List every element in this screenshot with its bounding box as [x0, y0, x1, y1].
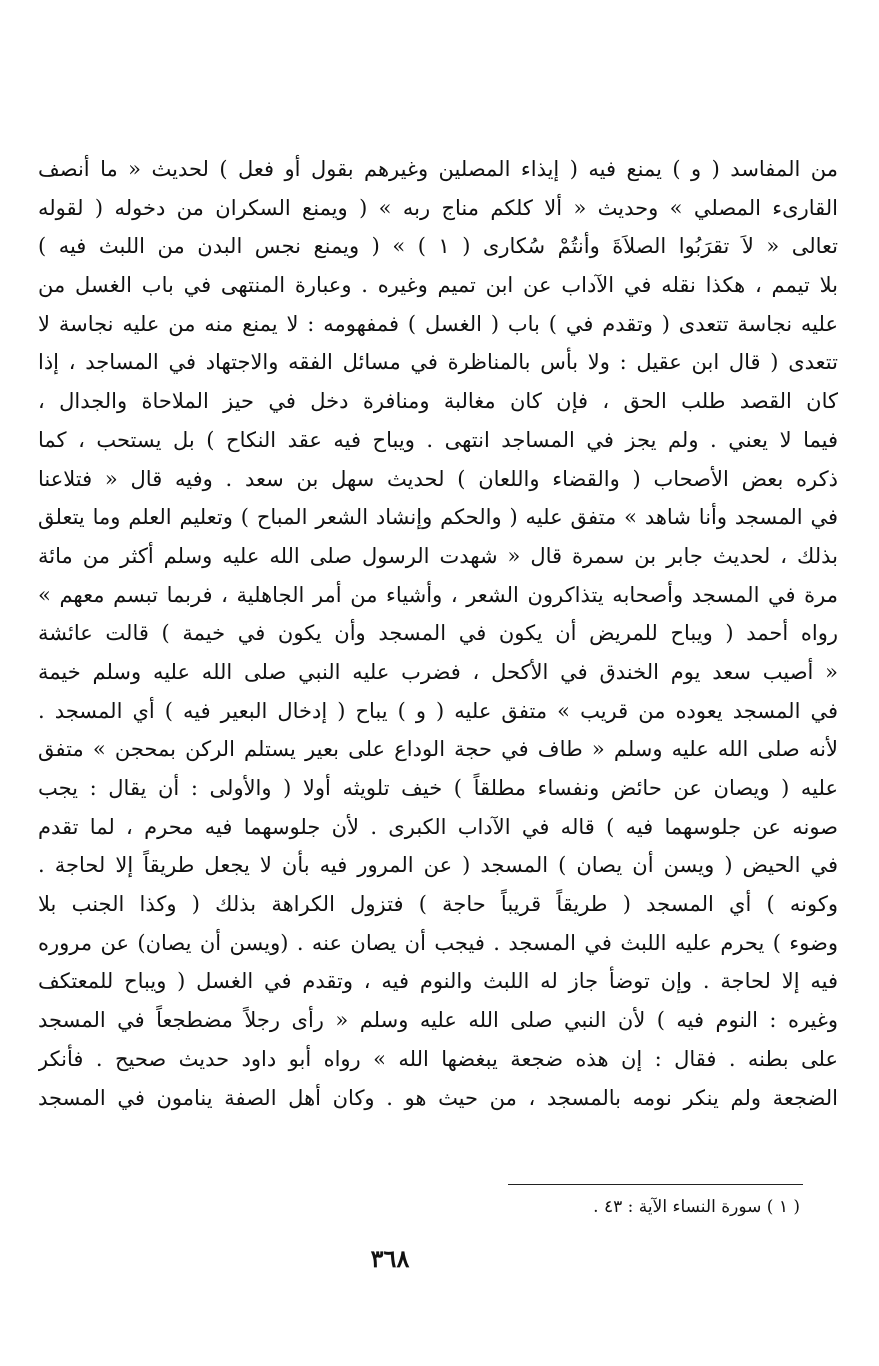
text-line: كان القصد طلب الحق ، فإن كان مغالبة ومنافرة دخل في حيز الملاحاة والجدال ،	[38, 389, 838, 414]
text-line: ذكره بعض الأصحاب ( والقضاء واللعان ) لحديث سهل بن سعد . وفيه قال « فتلاعنا	[38, 466, 838, 491]
text-line: تتعدى ( قال ابن عقيل : ولا بأس بالمناظرة في مسائل الفقه والاجتهاد في المساجد ، إذا	[38, 350, 838, 375]
text-line: في المسجد وأنا شاهد » متفق عليه ( والحكم وإنشاد الشعر المباح ) وتعليم العلم وما يتعلق	[38, 505, 838, 530]
text-line: القارىء المصلي » وحديث « ألا كلكم مناج ربه » ( ويمنع السكران من دخوله ( لقوله	[38, 195, 838, 220]
text-line: وغيره : النوم فيه ) لأن النبي صلى الله عليه وسلم « رأى رجلاً مضطجعاً في المسجد	[38, 1008, 838, 1033]
text-line: على بطنه . فقال : إن هذه ضجعة يبغضها الله » رواه أبو داود حديث صحيح . فأنكر	[38, 1046, 838, 1071]
text-line: عليه ( ويصان عن حائض ونفساء مطلقاً ) خيف تلويثه أولا ( والأولى : أن يقال : يجب	[38, 776, 838, 800]
text-line: في الحيض ( ويسن أن يصان ) المسجد ( عن المرور فيه بأن لا يجعل طريقاً إلا لحاجة .	[38, 853, 838, 878]
text-line: من المفاسد ( و ) يمنع فيه ( إيذاء المصلين وغيرهم بقول أو فعل ) لحديث « ما أنصف	[38, 157, 838, 181]
text-line: بلا تيمم ، هكذا نقله في الآداب عن ابن تميم وغيره . وعبارة المنتهى في باب الغسل من	[38, 273, 838, 298]
text-line: تعالى « لاَ تقرَبُوا الصلاَةَ وأنتُمْ سُكارى ( ١ ) » ( ويمنع نجس البدن من اللبث فيه )	[38, 234, 838, 259]
text-line: فيما لا يعني . ولم يجز في المساجد انتهى . ويباح فيه عقد النكاح ) بل يستحب ، كما	[38, 427, 838, 452]
body-text	[38, 150, 838, 1117]
text-line: فيه إلا لحاجة . وإن توضأ جاز له اللبث والنوم فيه ، وتقدم في الغسل ( ويباح للمعتكف	[38, 969, 838, 994]
text-line: الضجعة ولم ينكر نومه بالمسجد ، من حيث هو . وكان أهل الصفة ينامون في المسجد	[38, 1085, 838, 1110]
text-line: عليه نجاسة تتعدى ( وتقدم في ) باب ( الغسل ) فمفهومه : لا يمنع منه من عليه نجاسة لا	[38, 311, 838, 336]
text-line: مرة في المسجد وأصحابه يتذاكرون الشعر ، وأشياء من أمر الجاهلية ، فربما تبسم معهم »	[38, 582, 838, 607]
text-line: بذلك ، لحديث جابر بن سمرة قال « شهدت الرسول صلى الله عليه وسلم أكثر من مائة	[38, 543, 838, 568]
text-line: « أصيب سعد يوم الخندق في الأكحل ، فضرب عليه النبي صلى الله عليه وسلم خيمة	[38, 659, 838, 684]
text-line: صونه عن جلوسهما فيه ) قاله في الآداب الكبرى . لأن جلوسهما فيه محرم ، لما تقدم	[38, 814, 838, 839]
text-line: رواه أحمد ( ويباح للمريض أن يكون في المسجد وأن يكون في خيمة ) قالت عائشة	[38, 621, 838, 646]
page-number: ٣٦٨	[370, 1244, 410, 1273]
footnote: ( ١ ) سورة النساء الآية : ٤٣ .	[593, 1197, 800, 1217]
text-line: لأنه صلى الله عليه وسلم « طاف في حجة الوداع على بعير يستلم الركن بمحجن » متفق	[38, 737, 838, 762]
text-line: وكونه ) أي المسجد ( طريقاً قريباً حاجة ) فتزول الكراهة بذلك ( وكذا الجنب بلا	[38, 892, 838, 917]
text-line: في المسجد يعوده من قريب » متفق عليه ( و ) يباح ( إدخال البعير فيه ) أي المسجد .	[38, 698, 838, 723]
text-line: وضوء ) يحرم عليه اللبث في المسجد . فيجب أن يصان عنه . (ويسن أن يصان) عن مروره	[38, 930, 838, 955]
footnote-divider	[508, 1184, 803, 1185]
